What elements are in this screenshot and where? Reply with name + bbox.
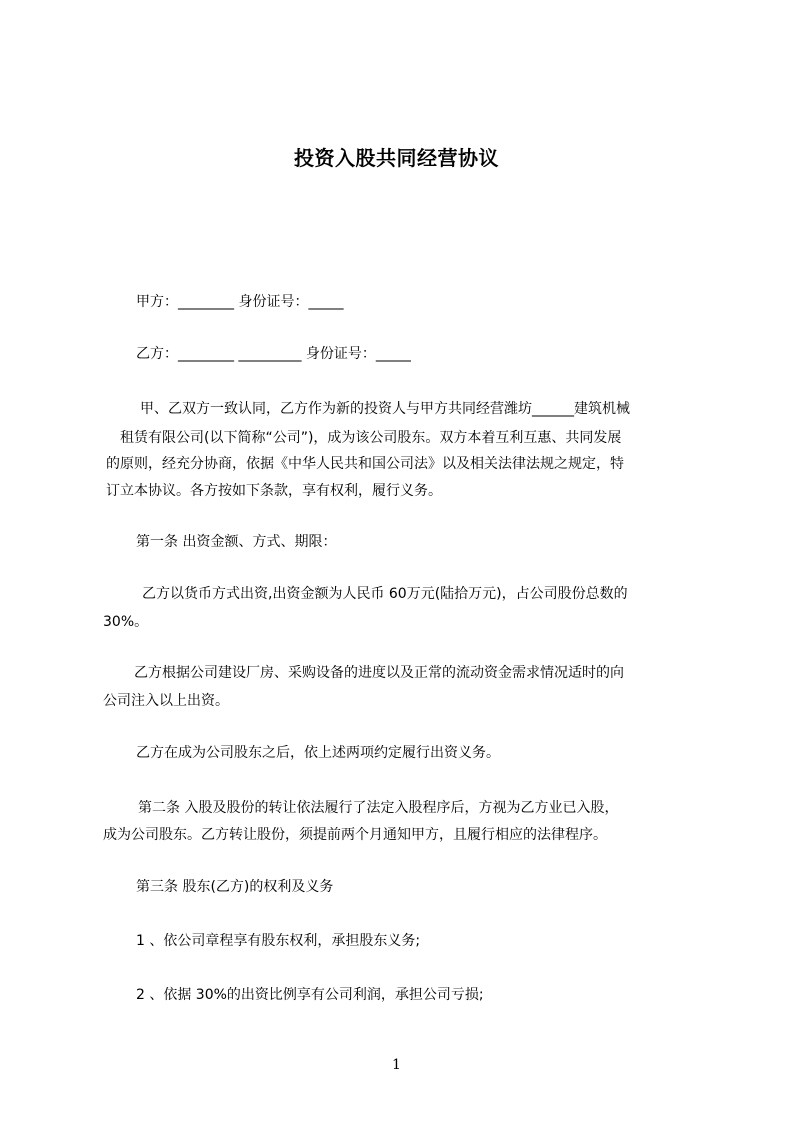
article1-para1-line-2: 30%。	[103, 614, 149, 630]
party-b-line: 乙方：________ _________ 身份证号：_____	[136, 346, 411, 362]
document-title: 投资入股共同经营协议	[294, 146, 499, 170]
article3-heading: 第三条 股东(乙方)的权利及义务	[136, 879, 334, 895]
article1-para1-line-1: 乙方以货币方式出资,出资金额为人民币 60万元(陆拾万元)，占公司股份总数的	[142, 586, 628, 602]
preamble-line-4: 订立本协议。各方按如下条款，享有权利，履行义务。	[106, 483, 442, 499]
article2-line-2: 成为公司股东。乙方转让股份，须提前两个月通知甲方，且履行相应的法律程序。	[103, 827, 607, 843]
article1-para3: 乙方在成为公司股东之后，依上述两项约定履行出资义务。	[136, 745, 500, 761]
article3-item-1: 1 、依公司章程享有股东权利，承担股东义务;	[136, 933, 421, 949]
page-number: 1	[392, 1057, 401, 1073]
preamble-line-2: 租赁有限公司(以下简称“公司”)，成为该公司股东。双方本着互利互惠、共同发展	[120, 430, 622, 446]
preamble-line-1: 甲、乙双方一致认同，乙方作为新的投资人与甲方共同经营潍坊______建筑机械	[140, 401, 630, 417]
article1-para2-line-2: 公司注入以上出资。	[103, 693, 229, 709]
article3-item-2: 2 、依据 30%的出资比例享有公司利润，承担公司亏损;	[136, 987, 484, 1003]
party-a-line: 甲方：________ 身份证号：_____	[136, 294, 344, 310]
preamble-line-3: 的原则，经充分协商，依据《中华人民共和国公司法》以及相关法律法规之规定，特	[106, 456, 624, 472]
article1-para2-line-1: 乙方根据公司建设厂房、采购设备的进度以及正常的流动资金需求情况适时的向	[134, 665, 624, 681]
article2-line-1: 第二条 入股及股份的转让依法履行了法定入股程序后，方视为乙方业已入股，	[138, 800, 619, 816]
article1-heading: 第一条 出资金额、方式、期限：	[136, 534, 337, 550]
